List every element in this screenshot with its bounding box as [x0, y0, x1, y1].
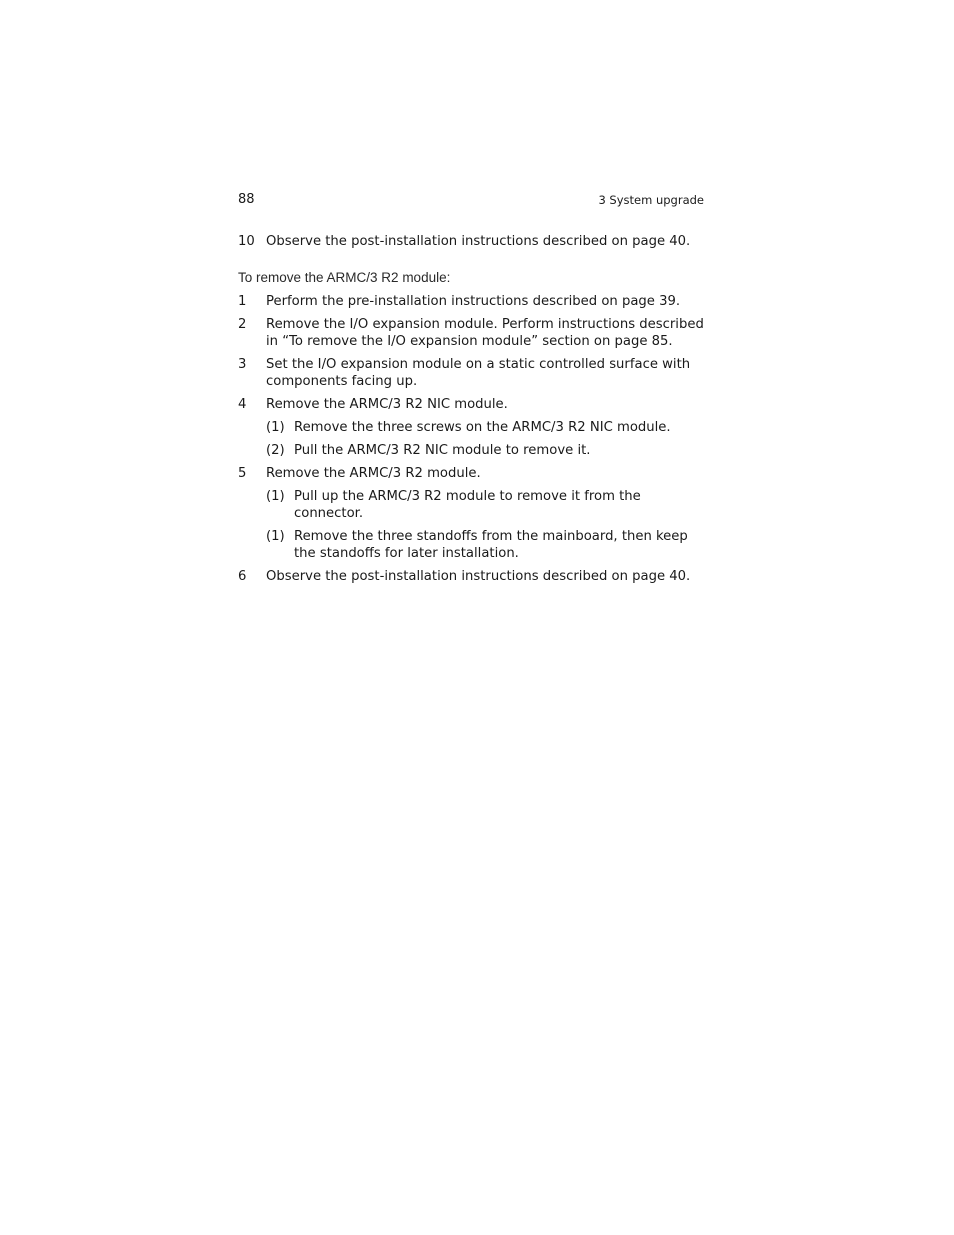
substep-item	[238, 528, 704, 562]
step-text: Remove the ARMC/3 R2 NIC module.	[266, 397, 508, 412]
step-item	[238, 293, 704, 310]
step-number: 4	[238, 397, 247, 412]
step-text: Remove the ARMC/3 R2 module.	[266, 466, 481, 481]
page-number: 88	[238, 192, 255, 207]
substep-item	[238, 419, 704, 436]
substep-number: (1)	[266, 489, 285, 504]
step-text: Observe the post-installation instructions described on page 40.	[266, 569, 691, 584]
step-text: Perform the pre-installation instructions described on page 39.	[266, 294, 681, 309]
step-number: 3	[238, 357, 247, 372]
substep-text: Pull the ARMC/3 R2 NIC module to remove it.	[294, 443, 591, 458]
step-text: Observe the post-installation instructions described on page 40.	[266, 234, 691, 249]
step-number: 6	[238, 569, 247, 584]
procedure-heading: To remove the ARMC/3 R2 module:	[238, 270, 451, 285]
substep-number: (2)	[266, 443, 285, 458]
step-item	[238, 568, 704, 585]
substep-text: Remove the three standoffs from the mainboard, then keep the standoffs for later installation.	[294, 529, 688, 561]
page-header	[238, 191, 704, 209]
page-content	[238, 233, 704, 591]
substep-number: (1)	[266, 529, 285, 544]
substep-text: Remove the three screws on the ARMC/3 R2 NIC module.	[294, 420, 671, 435]
step-item	[238, 356, 704, 390]
running-head: 3 System upgrade	[598, 193, 704, 207]
step-number: 2	[238, 317, 247, 332]
step-text: Set the I/O expansion module on a static controlled surface with components facing up.	[266, 357, 691, 389]
substep-item	[238, 488, 704, 522]
step-item	[238, 233, 704, 250]
substep-item	[238, 442, 704, 459]
substep-number: (1)	[266, 420, 285, 435]
step-text: Remove the I/O expansion module. Perform instructions described in “To remove the I/O expansion module” section on page 85.	[266, 317, 704, 349]
step-item	[238, 396, 704, 413]
step-number: 10	[238, 234, 255, 249]
document-page	[238, 0, 704, 1235]
step-item	[238, 465, 704, 482]
step-item	[238, 316, 704, 350]
step-number: 1	[238, 294, 247, 309]
substep-text: Pull up the ARMC/3 R2 module to remove it from the connector.	[294, 489, 641, 521]
step-number: 5	[238, 466, 247, 481]
